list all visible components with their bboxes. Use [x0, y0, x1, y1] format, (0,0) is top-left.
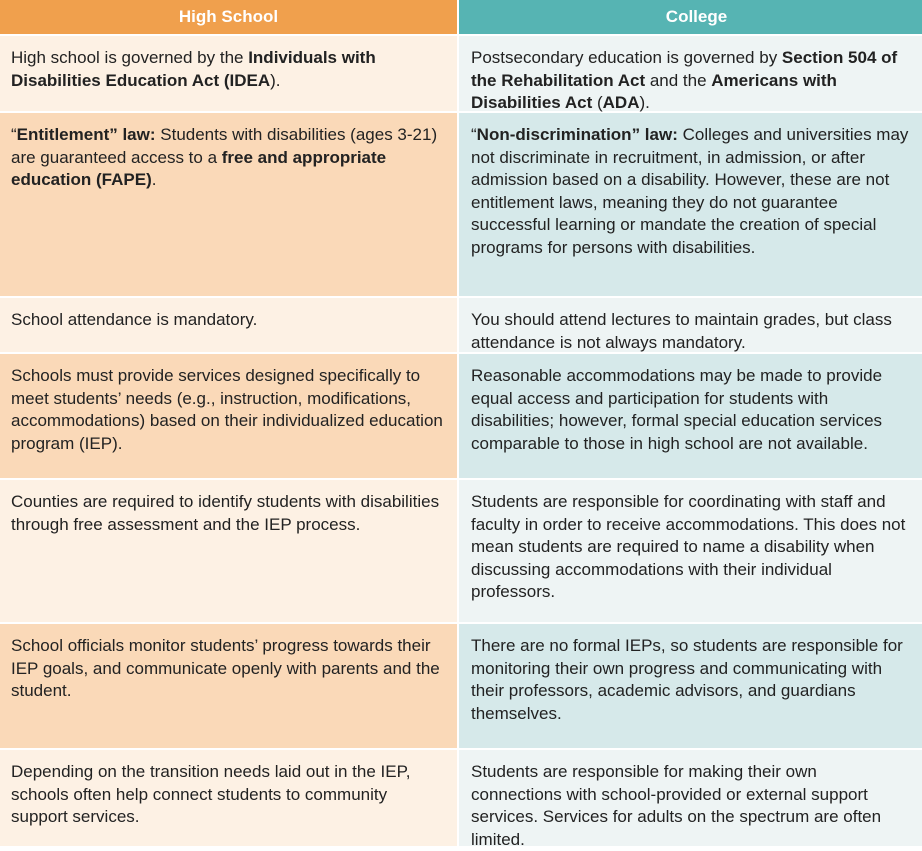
text-segment: Depending on the transition needs laid out in the IEP, schools often help connect students to community support services. — [11, 762, 411, 826]
text-segment: Students are responsible for making their own connections with school-provided or external support services. Services for adults on the spectrum are often limited. — [471, 762, 882, 849]
text-segment: There are no formal IEPs, so students are responsible for monitoring their own progress and communicating with their professors, academic advisors, and guardians themselves. — [471, 636, 903, 723]
college-cell-row-1 — [459, 36, 922, 113]
header-college: College — [459, 0, 922, 36]
high-school-cell-row-3 — [0, 298, 459, 354]
text-segment: Schools must provide services designed specifically to meet students’ needs (e.g., instruction, modifications, accommodations) based on their individualized education program (IEP). — [11, 366, 443, 453]
text-segment: School attendance is mandatory. — [11, 310, 258, 329]
college-cell-row-7 — [459, 750, 922, 848]
text-segment: “ — [11, 125, 17, 144]
high-school-cell-row-7 — [0, 750, 459, 848]
college-cell-row-3 — [459, 298, 922, 354]
text-segment: . — [151, 170, 157, 189]
text-segment: free and appropriate education (FAPE) — [11, 147, 387, 189]
text-segment: Reasonable accommodations may be made to provide equal access and participation for students with disabilities; however, formal special education services comparable to those in high school are not available. — [471, 366, 883, 453]
text-segment: Entitlement” law: — [16, 125, 156, 144]
text-segment: Section 504 of the Rehabilitation Act — [471, 48, 898, 90]
text-segment: and the — [645, 70, 712, 90]
high-school-cell-row-1 — [0, 36, 459, 113]
text-segment: Non-discrimination” law: — [476, 125, 678, 144]
text-segment: Counties are required to identify students with disabilities through free assessment and the IEP process. — [11, 492, 440, 534]
text-segment: ADA — [602, 93, 640, 112]
text-segment: Individuals with Disabilities Education Act (IDEA — [11, 48, 376, 90]
high-school-cell-row-6 — [0, 624, 459, 750]
text-segment: “ — [471, 125, 477, 144]
college-cell-row-2 — [459, 113, 922, 298]
high-school-cell-row-4 — [0, 354, 459, 480]
text-segment: Colleges and universities may not discriminate in recruitment, in admission, or after admission based on a disability. However, these are not entitlement laws, meaning they do not guarantee successful learning or mandate the creation of special programs for persons with disabilities. — [471, 125, 909, 257]
high-school-cell-row-5 — [0, 480, 459, 624]
text-segment: ). — [270, 70, 281, 90]
text-segment: Students are responsible for coordinating with staff and faculty in order to receive accommodations. This does not mean students are required to name a disability when discussing accommodations with their individual professors. — [471, 492, 906, 601]
text-segment: You should attend lectures to maintain grades, but class attendance is not always mandatory. — [471, 310, 892, 352]
text-segment: High school is governed by the — [11, 48, 249, 67]
text-segment: Postsecondary education is governed by — [471, 48, 782, 67]
header-high-school: High School — [0, 0, 459, 36]
college-cell-row-4 — [459, 354, 922, 480]
text-segment: ). — [639, 93, 650, 112]
text-segment: Americans with Disabilities Act — [471, 70, 837, 112]
high-school-cell-row-2 — [0, 113, 459, 298]
text-segment: School officials monitor students’ progress towards their IEP goals, and communicate openly with parents and the student. — [11, 636, 440, 700]
text-segment: Students with disabilities (ages 3-21) are guaranteed access to a — [11, 125, 438, 167]
college-cell-row-6 — [459, 624, 922, 750]
text-segment: ( — [592, 93, 603, 112]
college-cell-row-5 — [459, 480, 922, 624]
